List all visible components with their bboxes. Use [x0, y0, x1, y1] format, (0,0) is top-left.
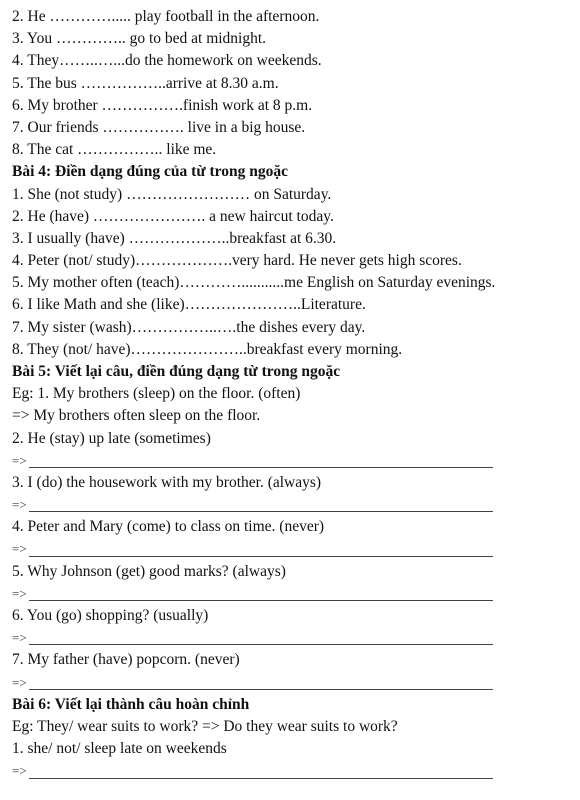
answer-arrow: =>: [12, 674, 27, 690]
answer-arrow: =>: [12, 630, 27, 646]
question-item: 5. Why Johnson (get) good marks? (always): [12, 562, 286, 580]
example-answer: => My brothers often sleep on the floor.: [12, 407, 261, 425]
question-item: 3. I (do) the housework with my brother. (always): [12, 473, 322, 491]
answer-arrow: =>: [12, 497, 27, 513]
answer-blank[interactable]: [29, 556, 493, 557]
answer-line[interactable]: [12, 494, 572, 516]
answer-line[interactable]: [12, 760, 572, 782]
answer-line[interactable]: [12, 450, 572, 472]
exercise-item: 3. I usually (have) ………………..breakfast at 6.30.: [12, 229, 337, 247]
exercise-item: 6. My brother …………….finish work at 8 p.m.: [12, 96, 313, 114]
section-6-heading: Bài 6: Viết lại thành câu hoàn chỉnh: [12, 695, 250, 713]
answer-arrow: =>: [12, 763, 27, 779]
question-item: 7. My father (have) popcorn. (never): [12, 651, 240, 669]
question-item: 1. she/ not/ sleep late on weekends: [12, 740, 227, 758]
section-4-heading: Bài 4: Điền dạng đúng của từ trong ngoặc: [12, 163, 289, 181]
exercise-item: 7. My sister (wash)……………..….the dishes every day.: [12, 318, 366, 336]
exercise-item: 1. She (not study) …………………… on Saturday.: [12, 185, 332, 203]
answer-line[interactable]: [12, 583, 572, 605]
exercise-item: 8. The cat …………….. like me.: [12, 141, 217, 159]
answer-arrow: =>: [12, 585, 27, 601]
answer-blank[interactable]: [29, 600, 493, 601]
answer-blank[interactable]: [29, 778, 493, 779]
section-5: [12, 361, 572, 694]
section-5-heading: Bài 5: Viết lại câu, điền đúng dạng từ trong ngoặc: [12, 363, 341, 380]
exercise-item: 5. My mother often (teach)…………...........me English on Saturday evenings.: [12, 274, 496, 292]
answer-line[interactable]: [12, 627, 572, 649]
section-6: [12, 694, 572, 783]
example-question: Eg: 1. My brothers (sleep) on the floor. (often): [12, 385, 301, 403]
exercise-item: 6. I like Math and she (like)…………………..Literature.: [12, 296, 366, 314]
answer-arrow: =>: [12, 541, 27, 557]
exercise-item: 7. Our friends ……………. live in a big house.: [12, 118, 306, 136]
answer-blank[interactable]: [29, 511, 493, 512]
exercise-item: 4. Peter (not/ study)……………….very hard. He never gets high scores.: [12, 252, 462, 270]
exercise-item: 2. He …………..... play football in the afternoon.: [12, 8, 320, 25]
answer-arrow: =>: [12, 452, 27, 468]
exercise-item: 8. They (not/ have)…………………..breakfast every morning.: [12, 340, 403, 358]
previous-section-items: [12, 6, 572, 161]
exercise-item: 5. The bus ……………..arrive at 8.30 a.m.: [12, 74, 279, 92]
question-item: 6. You (go) shopping? (usually): [12, 607, 209, 625]
exercise-item: 4. They……..…...do the homework on weekends.: [12, 52, 322, 70]
question-item: 4. Peter and Mary (come) to class on time. (never): [12, 518, 325, 536]
answer-line[interactable]: [12, 539, 572, 561]
exercise-item: 2. He (have) …………………. a new haircut today.: [12, 207, 334, 225]
question-item: 2. He (stay) up late (sometimes): [12, 429, 211, 447]
section-4: [12, 161, 572, 361]
exercise-item: 3. You ………….. go to bed at midnight.: [12, 30, 267, 48]
worksheet-page: [12, 6, 572, 783]
example-line: Eg: They/ wear suits to work? => Do they wear suits to work?: [12, 718, 398, 735]
answer-blank[interactable]: [29, 467, 493, 468]
answer-blank[interactable]: [29, 689, 493, 690]
answer-line[interactable]: [12, 672, 572, 694]
answer-blank[interactable]: [29, 644, 493, 645]
